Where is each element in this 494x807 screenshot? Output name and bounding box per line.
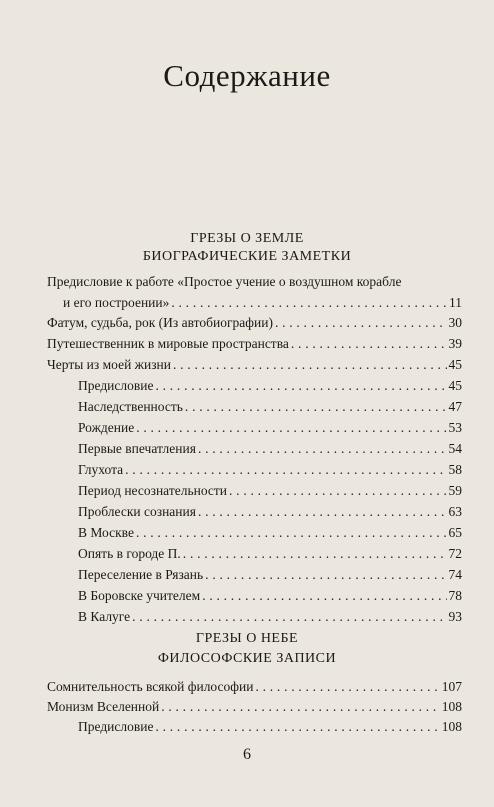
toc-entry	[47, 334, 462, 354]
toc-entry-label: Путешественник в мировые пространства	[47, 336, 289, 351]
toc-subentry-label: В Москве	[78, 525, 134, 540]
leader-dots	[205, 565, 446, 585]
toc-subentry	[78, 376, 462, 396]
toc-subentry-label: Глухота	[78, 462, 124, 477]
toc-entry-page: 30	[448, 315, 462, 330]
leader-dots	[161, 697, 440, 717]
toc-entry-label: и его построении»	[63, 295, 170, 310]
toc-subentry-label: Предисловие	[78, 378, 154, 393]
leader-dots	[136, 523, 447, 543]
leader-dots	[185, 397, 447, 417]
toc-subentry	[78, 502, 462, 522]
toc-subentry-page: 93	[448, 609, 462, 624]
toc-subentry-label: В Калуге	[78, 609, 131, 624]
toc-subentry-page: 53	[448, 420, 462, 435]
toc-subentry-page: 65	[448, 525, 462, 540]
toc-subentry-label: Проблески сознания	[78, 504, 196, 519]
toc-entry-page: 107	[441, 679, 462, 694]
toc-subentry	[78, 607, 462, 627]
toc-subentry-label: Переселение в Рязань	[78, 567, 204, 582]
page-title: Содержание	[163, 58, 331, 93]
toc-subentry-page: 58	[448, 462, 462, 477]
toc-entry-label: Фатум, судьба, рок (Из автобиографии)	[47, 315, 273, 330]
toc-entry-label: Сомнительность всякой философии	[47, 679, 254, 694]
leader-dots	[291, 334, 447, 354]
leader-dots	[136, 418, 446, 438]
toc-entry	[47, 355, 462, 375]
toc-subentry	[78, 460, 462, 480]
toc-subentry	[78, 586, 462, 606]
leader-dots	[198, 502, 447, 522]
toc-subentry-label: Предисловие	[78, 719, 154, 734]
toc-subentry	[78, 397, 462, 417]
leader-dots	[155, 717, 439, 737]
toc-subentry	[78, 544, 462, 564]
leader-dots	[171, 293, 447, 313]
toc-subentry-label: Период несознательности	[78, 483, 228, 498]
toc-subentry	[78, 481, 462, 501]
leader-dots	[183, 544, 447, 564]
leader-dots	[255, 677, 439, 697]
toc-subentry-page: 63	[448, 504, 462, 519]
toc-subentry-label: Первые впечатления	[78, 441, 196, 456]
toc-subentry	[78, 439, 462, 459]
leader-dots	[155, 376, 446, 396]
toc-entry	[47, 313, 462, 333]
toc-entry-page: 39	[448, 336, 462, 351]
toc-subentry	[78, 418, 462, 438]
leader-dots	[125, 460, 446, 480]
toc-subentry-page: 45	[448, 378, 462, 393]
leader-dots	[229, 481, 446, 501]
toc-subentry-label: Опять в городе П.	[78, 546, 181, 561]
part1-subheading: БИОГРАФИЧЕСКИЕ ЗАМЕТКИ	[142, 249, 352, 264]
toc-entry-preface-line1: Предисловие к работе «Простое учение о воздушном корабле	[47, 274, 402, 289]
part2-subheading: ФИЛОСОФСКИЕ ЗАПИСИ	[157, 651, 337, 666]
toc-entry-preface	[63, 293, 462, 313]
toc-subentry-page: 108	[441, 719, 462, 734]
toc-subentry-page: 59	[448, 483, 462, 498]
toc-subentry-label: В Боровске учителем	[78, 588, 201, 603]
toc-subentry-page: 72	[448, 546, 462, 561]
toc-subentry	[78, 523, 462, 543]
toc-subentry-page: 74	[448, 567, 462, 582]
toc-entry-page: 45	[448, 357, 462, 372]
toc-entry-label: Монизм Вселенной	[47, 699, 160, 714]
page-number: 6	[243, 746, 251, 763]
toc-entry	[47, 677, 462, 697]
leader-dots	[202, 586, 446, 606]
toc-subentry	[78, 565, 462, 585]
leader-dots	[198, 439, 447, 459]
part1-heading: ГРЕЗЫ О ЗЕМЛЕ	[190, 231, 304, 246]
toc-entry	[47, 697, 462, 717]
toc-subentry-page: 54	[448, 441, 462, 456]
toc-subentry-label: Наследственность	[78, 399, 183, 414]
toc-subentry-label: Рождение	[78, 420, 135, 435]
leader-dots	[173, 355, 447, 375]
toc-entry-page: 108	[441, 699, 462, 714]
toc-subentry-page: 47	[448, 399, 462, 414]
part2-heading: ГРЕЗЫ О НЕБЕ	[195, 631, 299, 646]
leader-dots	[132, 607, 446, 627]
leader-dots	[275, 313, 447, 333]
toc-entry-label: Черты из моей жизни	[47, 357, 171, 372]
toc-entry-page: 11	[449, 295, 462, 310]
toc-subentry	[78, 717, 462, 737]
toc-subentry-page: 78	[448, 588, 462, 603]
